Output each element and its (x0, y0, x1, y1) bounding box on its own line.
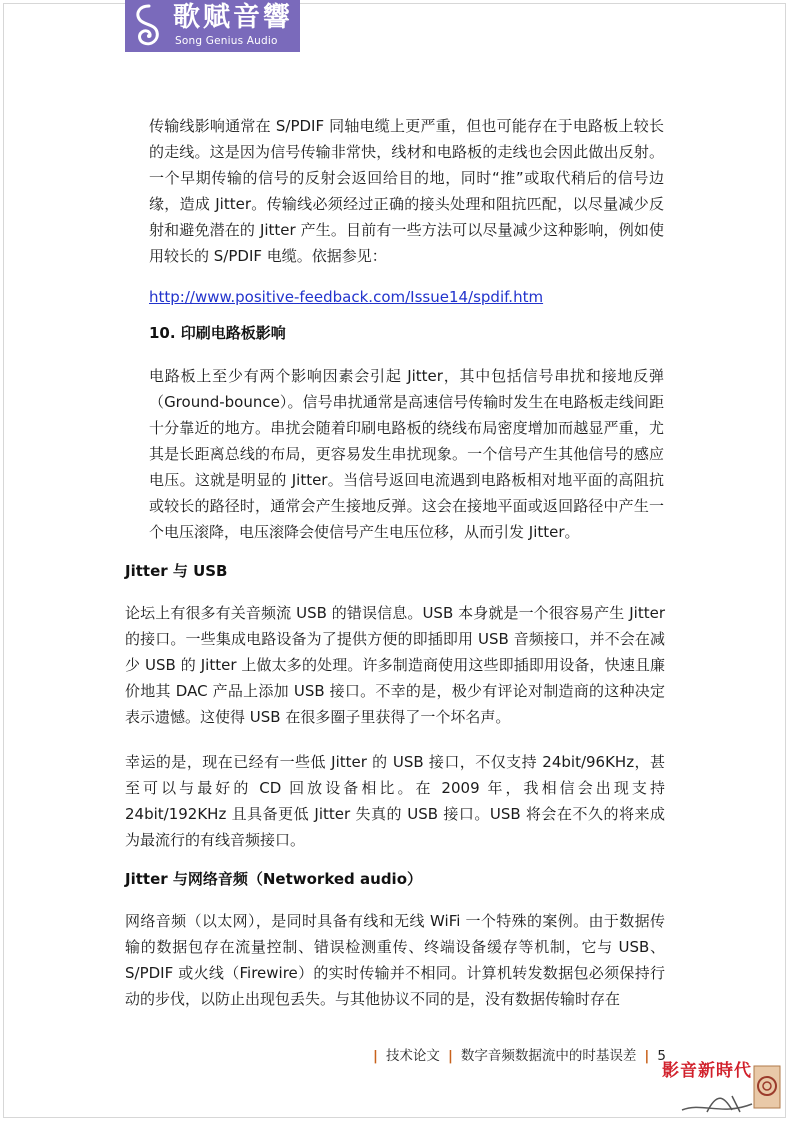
logo-name-cn: 歌赋音響 (173, 2, 293, 33)
page-number: 5 (657, 1048, 666, 1064)
page-footer (365, 1046, 666, 1066)
footer-separator: | (373, 1048, 378, 1064)
paragraph-usb-2: 幸运的是，现在已经有一些低 Jitter 的 USB 接口，不仅支持 24bit/96KHz，甚至可以与最好的 CD 回放设备相比。在 2009 年，我相信会出现支持 24bit/192KHz 且具备更低 Jitter 失真的 USB 接口。USB 将会在不久的将来成为最流行的有线音频接口。 (125, 753, 665, 849)
paragraph-pcb: 电路板上至少有两个影响因素会引起 Jitter，其中包括信号串扰和接地反弹（Ground-bounce）。信号串扰通常是高速信号传输时发生在电路板走线间距十分靠近的地方。串扰会随着印刷电路板的绕线布局密度增加而越显严重，尤其是长距离总线的布局，更容易发生串扰现象。一个信号产生其他信号的感应电压。这就是明显的 Jitter。当信号返回电流遇到电路板相对地平面的高阻抗或较长的路径时，通常会产生接地反弹。这会在接地平面或返回路径中产生一个电压滚降，电压滚降会使信号产生电压位移，从而引发 Jitter。 (149, 367, 664, 541)
logo-name-en: Song Genius Audio (175, 35, 278, 47)
paragraph-transmission-line: 传输线影响通常在 S/PDIF 同轴电缆上更严重，但也可能存在于电路板上较长的走线。这是因为信号传输非常快，线材和电路板的走线也会因此做出反射。一个早期传输的信号的反射会返回给目的地，同时“推”或取代稍后的信号边缘，造成 Jitter。传输线必须经过正确的接头处理和阻抗匹配，以尽量减少反射和避免潜在的 Jitter 产生。目前有一些方法可以尽量减少这种影响，例如使用较长的 S/PDIF 电缆。依据参见： (149, 117, 664, 265)
reference-link[interactable]: http://www.positive-feedback.com/Issue14/spdif.htm (149, 288, 544, 306)
footer-doc-title: 数字音频数据流中的时基误差 (460, 1048, 637, 1064)
footer-category: 技术论文 (385, 1048, 440, 1064)
logo-swirl-icon (129, 2, 169, 50)
heading-jitter-usb: Jitter 与 USB (125, 562, 228, 580)
heading-pcb-effects: 10. 印刷电路板影响 (149, 324, 286, 342)
watermark-text: 影音新時代 (662, 1061, 752, 1081)
heading-jitter-network: Jitter 与网络音频（Networked audio） (125, 870, 423, 888)
paragraph-usb-1: 论坛上有很多有关音频流 USB 的错误信息。USB 本身就是一个很容易产生 Jitter 的接口。一些集成电路设备为了提供方便的即插即用 USB 音频接口，并不会在减少 USB 的 Jitter 上做太多的处理。许多制造商使用这些即插即用设备，快速且廉价地其 DAC 产品上添加 USB 接口。不幸的是，极少有评论对制造商的这种决定表示遗憾。这使得 USB 在很多圈子里获得了一个坏名声。 (125, 604, 665, 726)
paragraph-network: 网络音频（以太网），是同时具备有线和无线 WiFi 一个特殊的案例。由于数据传输的数据包存在流量控制、错误检测重传、终端设备缓存等机制，它与 USB、S/PDIF 或火线（Firewire）的实时传输并不相同。计算机转发数据包必须保持行动的步伐，以防止出现包丢失。与其他协议不同的是，没有数据传输时存在 (125, 912, 665, 1008)
logo (125, 0, 300, 52)
footer-separator: | (644, 1048, 650, 1064)
footer-separator: | (447, 1048, 453, 1064)
watermark-logo (662, 1052, 784, 1118)
watermark-graphic-icon (662, 1052, 784, 1118)
